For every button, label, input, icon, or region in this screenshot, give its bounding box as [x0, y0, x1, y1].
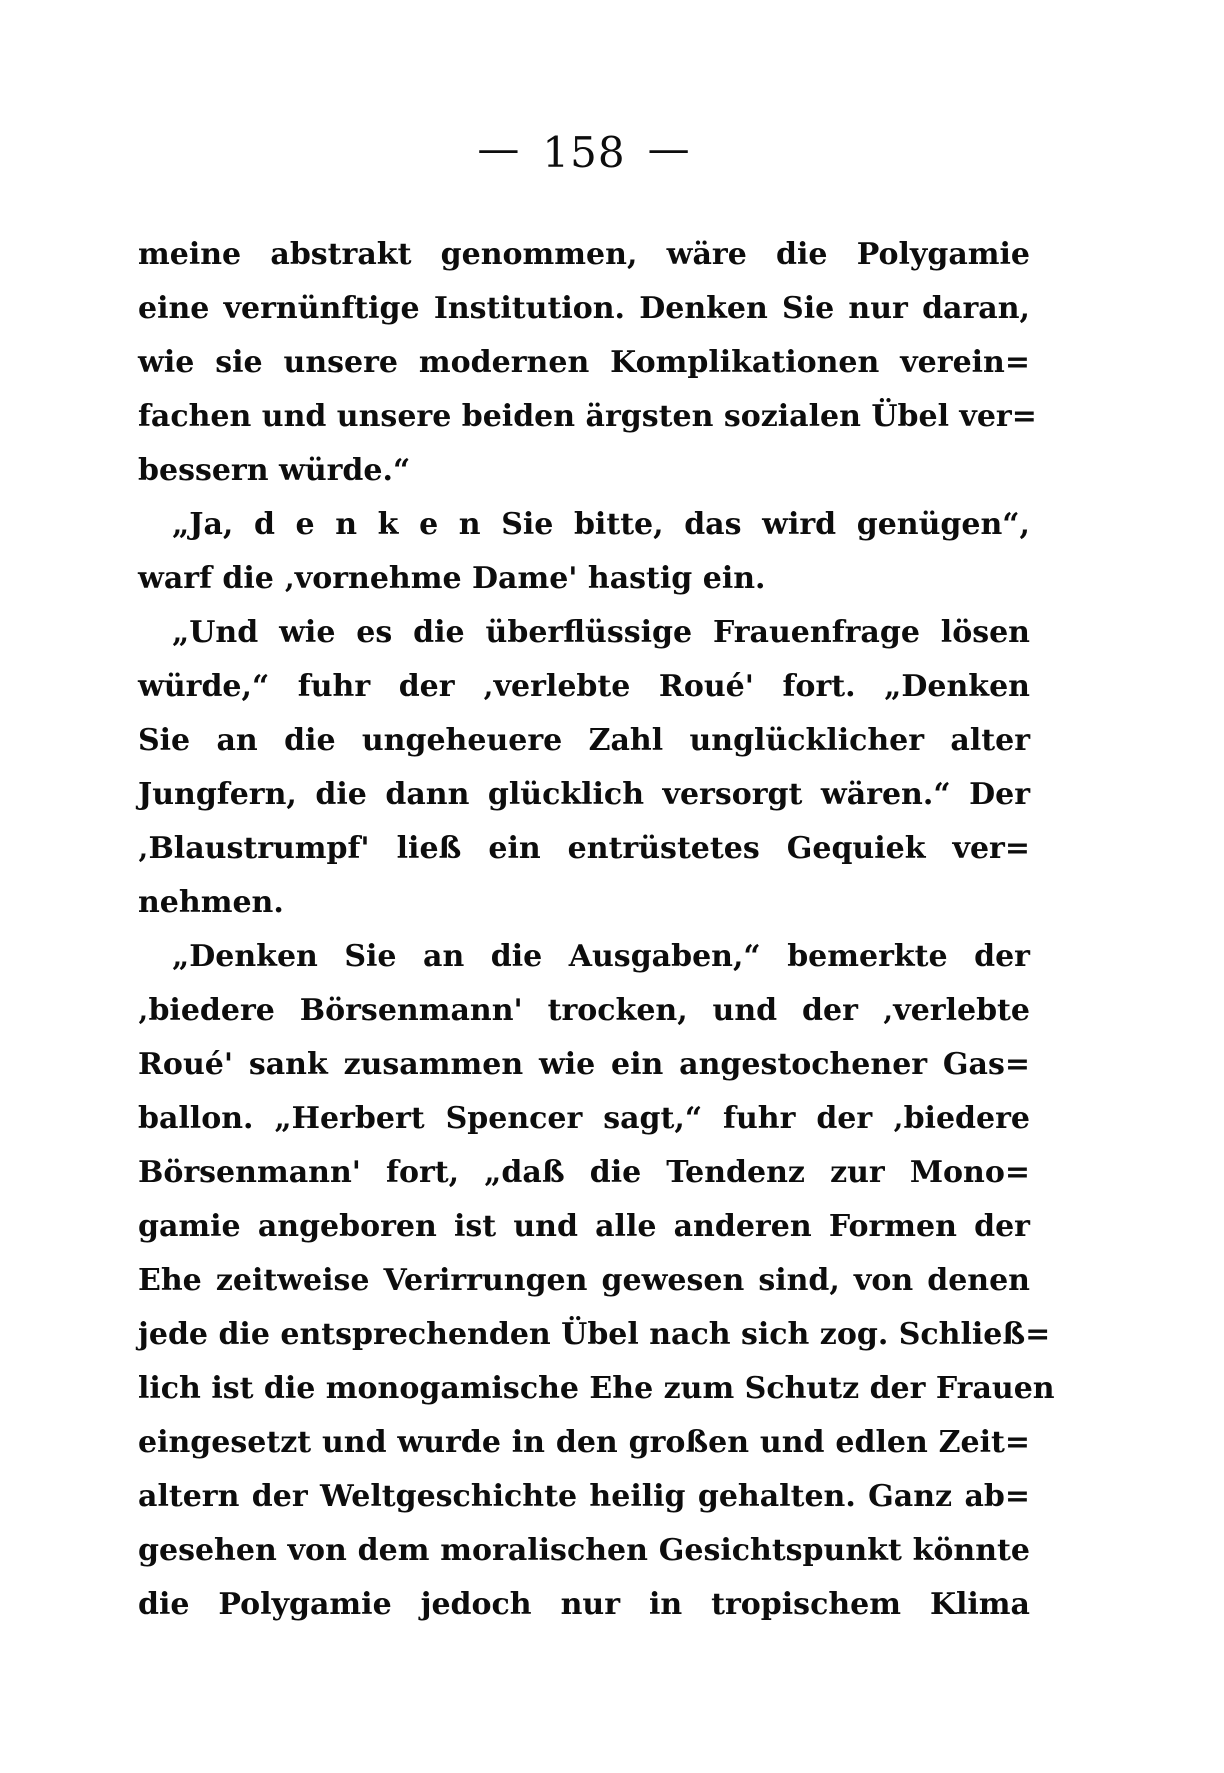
text-line: Roué' sank zusammen wie ein angestochener Gas= [138, 1047, 1030, 1082]
text-line: jede die entsprechenden Übel nach sich zog. Schließ= [138, 1317, 1051, 1352]
text-line: altern der Weltgeschichte heilig gehalten. Ganz ab= [138, 1479, 1030, 1514]
text-line: würde,“ fuhr der ‚verlebte Roué' fort. „Denken [138, 669, 1030, 704]
text-line: eine vernünftige Institution. Denken Sie nur daran, [138, 291, 1030, 326]
text-line: die Polygamie jedoch nur in tropischem Klima [138, 1587, 1030, 1622]
text-line: ‚Blaustrumpf' ließ ein entrüstetes Gequiek ver= [138, 831, 1030, 866]
header-dash-left: — [477, 124, 521, 173]
text-line: bessern würde.“ [138, 453, 411, 488]
text-line: gesehen von dem moralischen Gesichtspunkt könnte [138, 1533, 1030, 1568]
page-number: 158 [542, 128, 626, 177]
text-line: Sie an die ungeheuere Zahl unglücklicher alter [138, 723, 1030, 758]
text-line: „Denken Sie an die Ausgaben,“ bemerkte der [172, 939, 1030, 974]
text-line: lich ist die monogamische Ehe zum Schutz der Frauen [138, 1371, 1055, 1406]
text-line: Jungfern, die dann glücklich versorgt wären.“ Der [138, 777, 1030, 812]
text-line: „Ja, d e n k e n Sie bitte, das wird genügen“, [172, 507, 1030, 542]
text-line: eingesetzt und wurde in den großen und edlen Zeit= [138, 1425, 1030, 1460]
text-line: Börsenmann' fort, „daß die Tendenz zur Mono= [138, 1155, 1030, 1190]
page-header [138, 124, 1030, 178]
text-line: meine abstrakt genommen, wäre die Polygamie [138, 237, 1030, 272]
text-line: ballon. „Herbert Spencer sagt,“ fuhr der ‚biedere [138, 1101, 1030, 1136]
text-line: warf die ‚vornehme Dame' hastig ein. [138, 561, 766, 596]
text-line: „Und wie es die überflüssige Frauenfrage lösen [172, 615, 1030, 650]
text-line: ‚biedere Börsenmann' trocken, und der ‚verlebte [138, 993, 1030, 1028]
text-line: nehmen. [138, 885, 284, 920]
text-line: fachen und unsere beiden ärgsten sozialen Übel ver= [138, 399, 1037, 434]
text-line: gamie angeboren ist und alle anderen Formen der [138, 1209, 1030, 1244]
text-line: Ehe zeitweise Verirrungen gewesen sind, von denen [138, 1263, 1030, 1298]
header-dash-right: — [647, 124, 691, 173]
text-line: wie sie unsere modernen Komplikationen verein= [138, 345, 1030, 380]
body-text [138, 228, 1055, 1632]
